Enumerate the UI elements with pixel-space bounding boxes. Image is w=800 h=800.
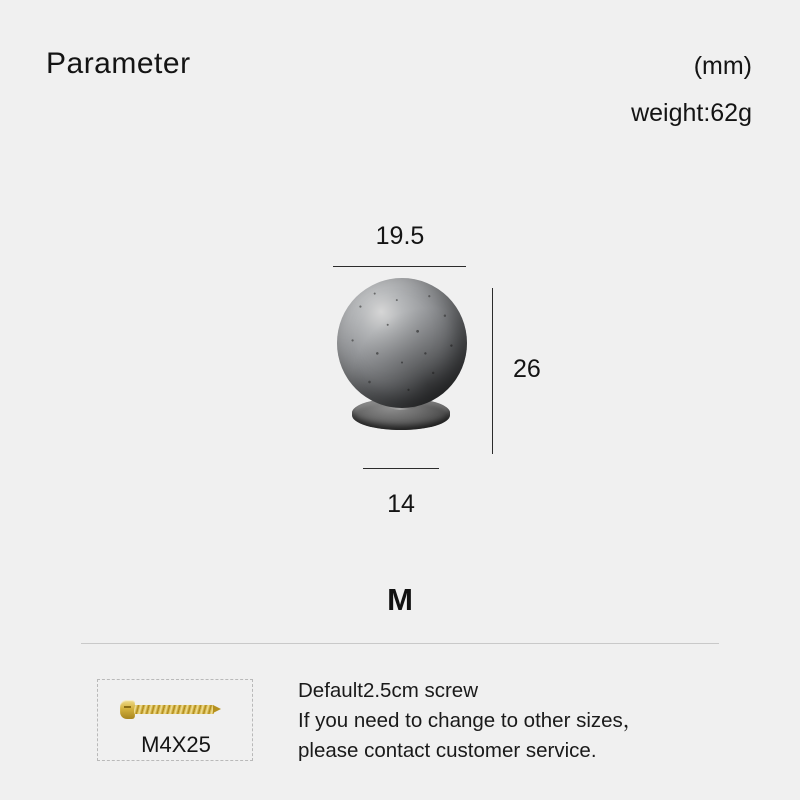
height-dimension-label: 26 (513, 355, 541, 383)
screw-size-label: M4X25 (141, 732, 211, 757)
top-dimension-line (333, 266, 466, 267)
screw-shaft (134, 705, 214, 714)
screw-icon (120, 694, 232, 724)
screw-notes (298, 676, 768, 766)
screw-head (120, 700, 135, 719)
base-dimension-line (363, 468, 439, 469)
note-line-3: please contact customer service. (298, 739, 597, 762)
screw-slot (124, 706, 131, 708)
screw-tip (213, 705, 221, 713)
top-dimension-label: 19.5 (375, 222, 425, 250)
unit-label: (mm) (693, 52, 752, 80)
height-dimension-line (492, 288, 493, 454)
note-line-1: Default2.5cm screw (298, 679, 479, 702)
weight-label: weight:62g (631, 99, 752, 127)
size-letter: M (387, 582, 413, 617)
screw-spec-box (97, 679, 253, 761)
knob-shading (337, 278, 467, 408)
base-dimension-label: 14 (387, 490, 415, 518)
page-title: Parameter (46, 47, 191, 80)
note-line-2: If you need to change to other sizes， (298, 709, 644, 732)
section-divider (81, 643, 719, 644)
knob-illustration (330, 278, 480, 458)
knob-ball (337, 278, 467, 408)
